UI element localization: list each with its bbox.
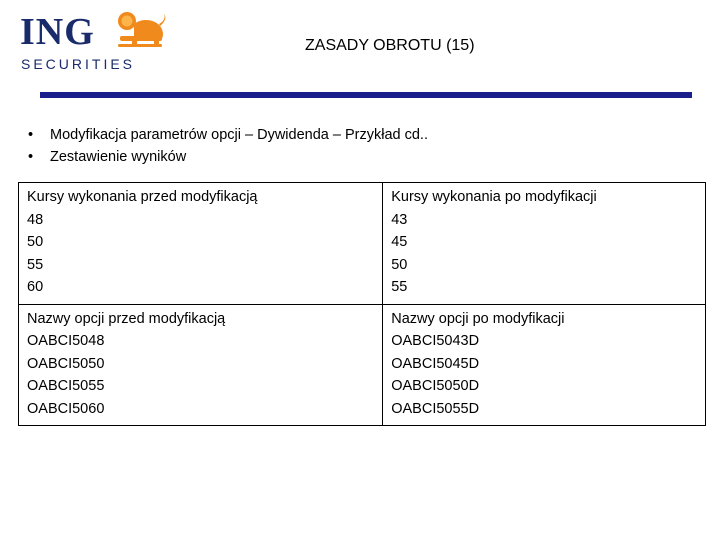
table-value: OABCI5055 [27,378,105,394]
table-row-names [19,304,706,426]
names-before-cell [19,304,383,426]
names-before-header: Nazwy opcji przed modyfikacją [27,310,226,327]
table-value: 55 [27,256,44,273]
table-value: OABCI5060 [27,400,105,417]
table-value: OABCI5050D [391,378,480,394]
table-value: 45 [391,234,408,250]
strikes-after-header: Kursy wykonania po modyfikacji [391,189,597,205]
strikes-after-cell [383,183,706,305]
table-value: 50 [27,234,44,250]
table-value: OABCI5045D [391,355,480,372]
table-value: 55 [391,279,408,295]
title-divider [40,92,692,98]
logo-wordmark: ING [20,11,95,53]
results-table [18,182,706,426]
logo-subtitle: SECURITIES [21,56,136,72]
strikes-before-header: Kursy wykonania przed modyfikacją [27,189,258,205]
table-value: OABCI5048 [27,333,105,349]
table-value: 48 [27,211,44,228]
table-row-strikes [19,183,706,305]
ing-securities-logo [18,10,168,72]
table-value: 43 [391,211,408,228]
table-value: 50 [391,256,408,273]
lion-icon [114,10,168,50]
bullet-dot-icon: • [28,127,34,143]
names-after-header: Nazwy opcji po modyfikacji [391,310,565,327]
table-value: OABCI5055D [391,400,480,417]
bullet-text: Modyfikacja parametrów opcji – Dywidenda – Przykład cd.. [50,127,428,143]
strikes-before-cell [19,183,383,305]
page-title: ZASADY OBROTU (15) [305,37,475,54]
bullet-text: Zestawienie wyników [50,149,187,165]
names-after-cell [383,304,706,426]
bullet-dot-icon: • [28,149,34,165]
table-value: 60 [27,279,44,295]
table-value: OABCI5043D [391,333,480,349]
table-value: OABCI5050 [27,355,105,372]
